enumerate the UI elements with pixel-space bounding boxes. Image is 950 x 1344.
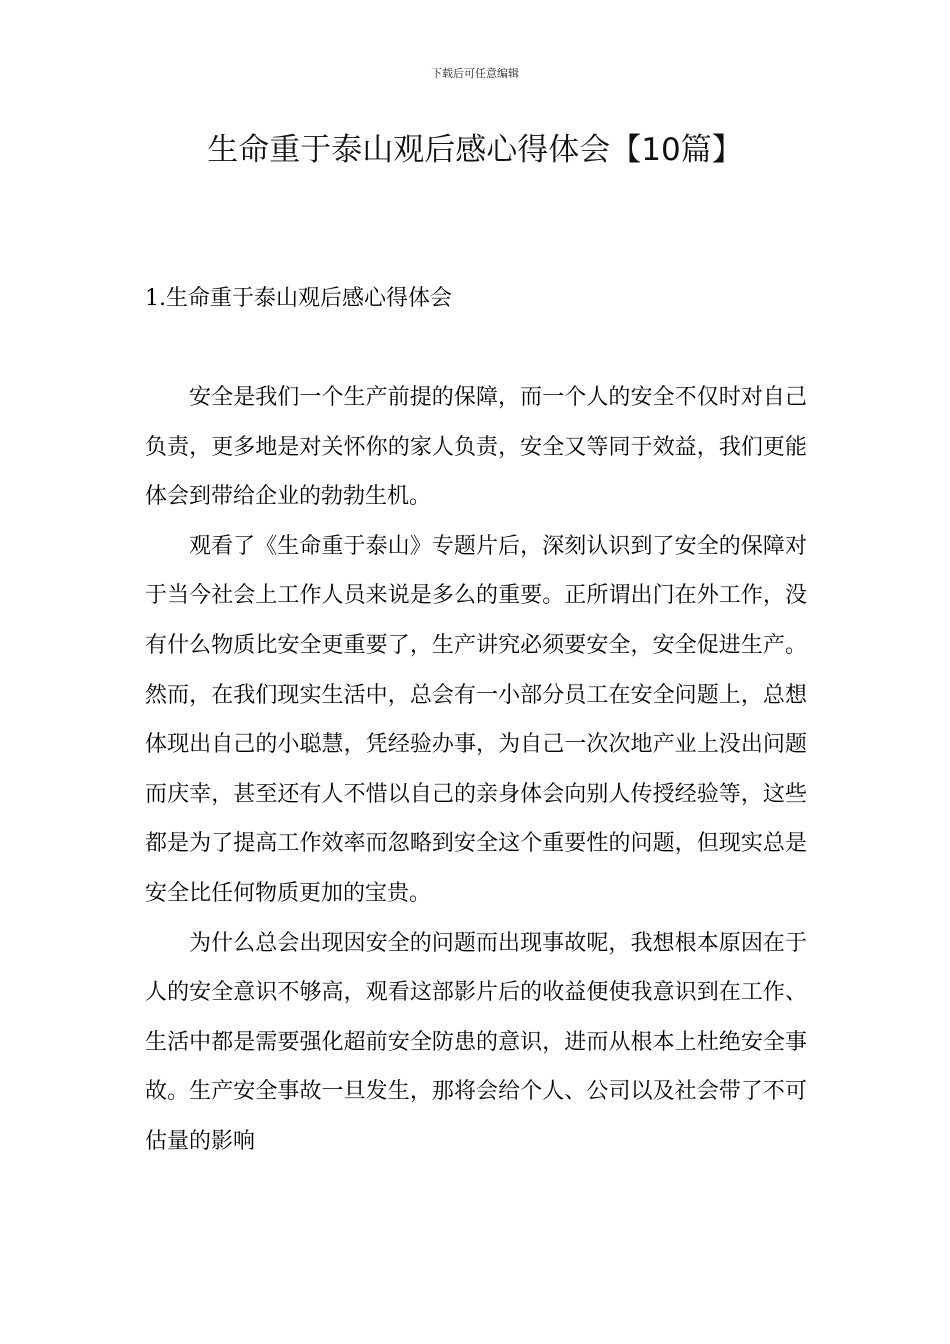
paragraph-3: 为什么总会出现因安全的问题而出现事故呢，我想根本原因在于人的安全意识不够高，观看这部影片后的收益便使我意识到在工作、生活中都是需要强化超前安全防患的意识，进而从根本上杜绝安全事故。生产安全事故一旦发生，那将会给个人、公司以及社会带了不可估量的影响: [145, 930, 807, 1154]
section-heading: 1.生命重于泰山观后感心得体会: [145, 286, 452, 311]
document-body: [145, 373, 807, 1167]
header-note: 下载后可任意编辑: [431, 67, 519, 80]
paragraph-2: 观看了《生命重于泰山》专题片后，深刻认识到了安全的保障对于当今社会上工作人员来说是多么的重要。正所谓出门在外工作，没有什么物质比安全更重要了，生产讲究必须要安全，安全促进生产。然而，在我们现实生活中，总会有一小部分员工在安全问题上，总想体现出自己的小聪慧，凭经验办事，为自己一次次地产业上没出问题而庆幸，甚至还有人不惜以自己的亲身体会向别人传授经验等，这些都是为了提高工作效率而忽略到安全这个重要性的问题，但现实总是安全比任何物质更加的宝贵。: [145, 533, 807, 906]
paragraph-1: 安全是我们一个生产前提的保障，而一个人的安全不仅时对自己负责，更多地是对关怀你的家人负责，安全又等同于效益，我们更能体会到带给企业的勃勃生机。: [145, 385, 807, 510]
document-title: 生命重于泰山观后感心得体会【10篇】: [207, 132, 743, 168]
